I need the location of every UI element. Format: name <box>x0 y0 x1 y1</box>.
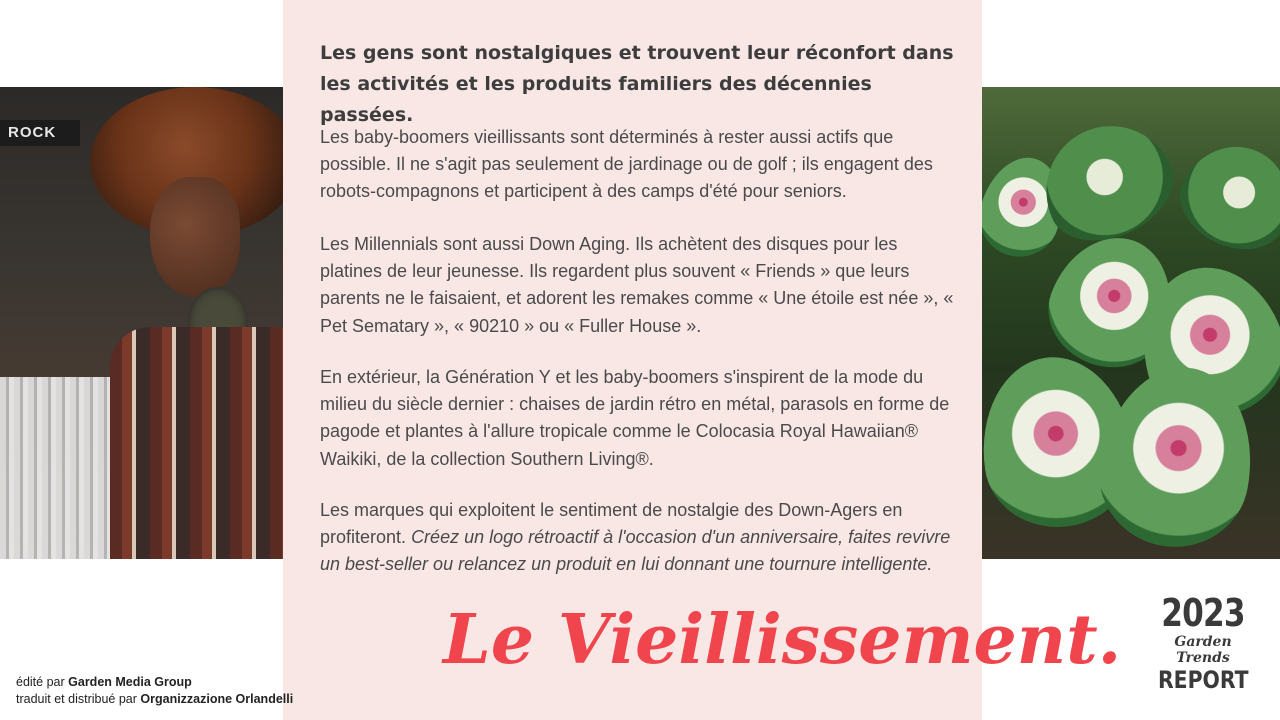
vinyl-records <box>0 377 120 559</box>
logo-year: 2023 <box>1161 591 1245 635</box>
lead-text: Les gens sont nostalgiques et trouvent leur réconfort dans les activités et les produits familiers des décennies passées. <box>320 42 954 126</box>
credit-translated-name: Organizzazione Orlandelli <box>140 692 294 706</box>
garden-trends-logo <box>1150 591 1256 694</box>
paragraph-millennials: Les Millennials sont aussi Down Aging. Ils achètent des disques pour les platines de leur jeunesse. Ils regardent plus souvent « Friends » que leurs parents ne le faisaient, et adorent les remakes comme « Une étoile est née », « Pet Sematary », « 90210 » ou « Fuller House ». <box>320 234 954 336</box>
headline: Le Vieillissement. <box>443 600 1122 680</box>
colocasia-photo <box>982 87 1280 559</box>
credit-edited-prefix: édité par <box>16 675 65 689</box>
credit-translated <box>16 691 293 708</box>
record-store-photo <box>0 87 283 559</box>
paragraph-brands <box>320 497 960 579</box>
credit-edited <box>16 674 293 691</box>
paragraph-baby-boomers: Les baby-boomers vieillissants sont déterminés à rester aussi actifs que possible. Il ne s'agit pas seulement de jardinage ou de golf ; ils engagent des robots-compagnons et participent à des camps d'été pour seniors. <box>320 127 933 202</box>
logo-subtitle: Garden Trends <box>1174 634 1232 666</box>
plaid-shirt <box>110 327 283 559</box>
credit-translated-prefix: traduit et distribué par <box>16 692 137 706</box>
logo-report: REPORT <box>1157 666 1249 694</box>
credit-edited-name: Garden Media Group <box>68 675 192 689</box>
brands-plain-text: Les marques qui exploitent le sentiment de nostalgie des Down-Agers en profiteront. <box>320 500 903 548</box>
leaf <box>1166 128 1280 265</box>
paragraph-outdoor: En extérieur, la Génération Y et les baby-boomers s'inspirent de la mode du milieu du siècle dernier : chaises de jardin rétro en métal, parasols en forme de pagode et plantes à l'allure tropicale comme le Colocasia Royal Hawaiian® Waikiki, de la collection Southern Living®. <box>320 367 950 469</box>
credits <box>16 674 293 708</box>
text-panel <box>283 0 1122 720</box>
woman-face <box>150 177 240 297</box>
brands-italic-text: Créez un logo rétroactif à l'occasion d'un anniversaire, faites revivre un best-seller ou relancez un produit en lui donnant une tournure intelligente. <box>320 527 951 575</box>
rock-sign: ROCK <box>0 120 80 146</box>
